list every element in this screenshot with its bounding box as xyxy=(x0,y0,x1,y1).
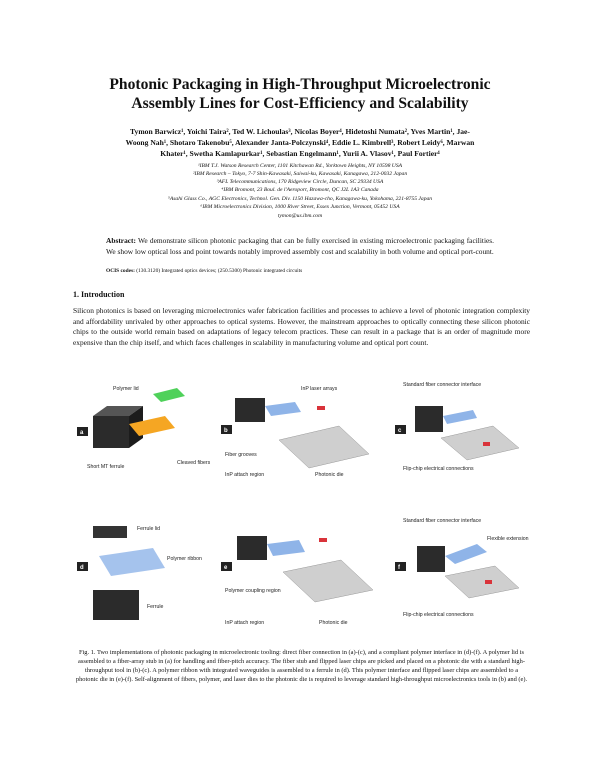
panel-a xyxy=(77,386,211,470)
figure-caption: Fig. 1. Two implementations of photonic packaging in microelectronic tooling: direct fiber connection in (a)-(c), and a compliant polymer interface in (d)-(f). A polymer lid is assembled to a fiber-array stub in (a) for handling and fiber-pitch accuracy. The fiber stub and flipped laser chips are picked and placed on a photonic die with a standard high-throughput tool in (b)-(c). A polymer ribbon with integrated waveguides is assembled to a ferrule in (d). This polymer interface and flipped laser chips are assembled to a photonic die in (e)-(f). Self-alignment of fibers, polymer, and laser dies to the photonic die is required to leverage standard high-throughput microelectronics tools in (b) and (e). xyxy=(75,649,528,683)
laser-array-c xyxy=(483,442,490,446)
label-photonic-die: Photonic die xyxy=(315,472,344,478)
affiliation-2: ²IBM Research – Tokyo, 7-7 Shin-Kawasaki, Saiwai-ku, Kawasaki, Kanagawa, 212-0032 Japan xyxy=(192,171,408,177)
polymer-e xyxy=(267,540,305,556)
author-line-2: Woong Nah¹, Shotaro Takenobu⁵, Alexander Janta-Polczynski⁴, Eddie L. Kimbrell³, Robert Leidy⁶, Marwan xyxy=(125,138,475,147)
ferrule-shape-d xyxy=(93,590,139,620)
panel-f xyxy=(395,518,529,618)
affiliation-3: ³AFL Telecommunications, 170 Ridgeview Circle, Duncan, SC 29334 USA xyxy=(216,179,384,185)
figure-1 xyxy=(73,376,530,640)
label-flip-chip-f: Flip-chip electrical connections xyxy=(403,612,474,618)
label-flip-chip-c: Flip-chip electrical connections xyxy=(403,466,474,472)
ocis-label: OCIS codes: xyxy=(106,268,135,274)
panel-e xyxy=(221,536,373,626)
photonic-die-f xyxy=(445,566,519,598)
photonic-die-b xyxy=(279,426,369,468)
photonic-die-c xyxy=(441,426,519,460)
panel-e-letter: e xyxy=(224,565,228,571)
label-polymer-coupling-region: Polymer coupling region xyxy=(225,588,281,594)
fibers-c xyxy=(443,410,477,424)
laser-array-b xyxy=(317,406,325,410)
label-inp-attach-region: InP attach region xyxy=(225,472,265,478)
paper-title-line-2: Assembly Lines for Cost-Efficiency and Scalability xyxy=(131,95,469,112)
section-heading: 1. Introduction xyxy=(73,290,125,299)
label-inp-attach-region-e: InP attach region xyxy=(225,620,265,626)
author-line-1: Tymon Barwicz¹, Yoichi Taira², Ted W. Lichoulas³, Nicolas Boyer⁴, Hidetoshi Numata², Yves Martin¹, Jae- xyxy=(130,127,470,136)
abstract-text: We demonstrate silicon photonic packaging that can be fully exercised in existing microelectronic packaging facilities. We show low optical loss and point towards notably improved assembly cost and scalability in both volume and optical port-count. xyxy=(106,236,494,256)
ferrule-shape-c xyxy=(415,406,443,432)
affiliation-4: ⁴IBM Bromont, 23 Boul. de l'Aeroport, Bromont, QC J2L 1A3 Canada xyxy=(221,187,379,193)
author-list xyxy=(66,126,534,159)
label-polymer-ribbon: Polymer ribbon xyxy=(167,556,202,562)
panel-a-letter: a xyxy=(80,430,84,436)
laser-array-e xyxy=(319,538,327,542)
label-fiber-grooves: Fiber grooves xyxy=(225,452,257,458)
polymer-lid-shape xyxy=(153,388,185,402)
label-ferrule: Ferrule xyxy=(147,604,164,610)
contact-email[interactable]: tymon@us.ibm.com xyxy=(277,213,323,219)
panel-b-letter: b xyxy=(224,428,228,434)
label-short-mt-ferrule: Short MT ferrule xyxy=(87,464,125,470)
author-line-3: Khater¹, Swetha Kamlapurkar¹, Sebastian Engelmann¹, Yurii A. Vlasov¹, Paul Fortier⁴ xyxy=(160,149,440,158)
ferrule-shape-f xyxy=(417,546,445,572)
photonic-die-e xyxy=(283,560,373,602)
ferrule-shape-e xyxy=(237,536,267,560)
figure-1-illustration xyxy=(73,376,530,640)
affiliation-6: ⁶IBM Microelectronics Division, 1000 River Street, Essex Junction, Vermont, 05452 USA xyxy=(200,204,400,210)
label-flexible-extension: Flexible extension xyxy=(487,536,529,542)
paper-title-line-1: Photonic Packaging in High-Throughput Microelectronic xyxy=(109,76,491,93)
panel-d xyxy=(77,526,202,620)
panel-f-letter: f xyxy=(398,565,400,571)
panel-b xyxy=(221,386,369,478)
fibers-b xyxy=(265,402,301,416)
abstract xyxy=(106,236,494,257)
ferrule-shape-b xyxy=(235,398,265,422)
label-cleaved-fibers: Cleaved fibers xyxy=(177,460,211,466)
flexible-extension-shape xyxy=(445,544,487,564)
panel-c xyxy=(395,382,519,472)
polymer-ribbon-shape xyxy=(99,548,165,576)
panel-d-letter: d xyxy=(80,565,84,571)
abstract-label: Abstract: xyxy=(106,236,136,245)
ocis-text: (130.3120) Integrated optics devices; (250.5300) Photonic integrated circuits xyxy=(134,268,303,274)
label-inp-laser-arrays: InP laser arrays xyxy=(301,386,338,392)
intro-paragraph: Silicon photonics is based on leveraging microelectronics wafer fabrication facilities and processes to achieve a level of photonic integration complexity and affordability unrivaled by other approaches to optical systems. However, the mainstream approaches to optically connecting these silicon photonic chips to the outside world remain based on adaptations of legacy telecom practices. These can result in a package that is an order of magnitude more expensive than the chip itself, and which faces challenges in scalability in manufacturing volume and optical port count. xyxy=(73,306,530,347)
laser-array-f xyxy=(485,580,492,584)
panel-f-badge xyxy=(395,562,406,571)
label-polymer-lid: Polymer lid xyxy=(113,386,139,392)
label-standard-connector-f: Standard fiber connector interface xyxy=(403,518,482,524)
ocis-codes xyxy=(106,267,494,275)
panel-c-letter: c xyxy=(398,428,402,434)
ferrule-lid-shape xyxy=(93,526,127,538)
mt-ferrule-shape xyxy=(93,416,129,448)
label-photonic-die-e: Photonic die xyxy=(319,620,348,626)
label-ferrule-lid: Ferrule lid xyxy=(137,526,161,532)
affiliation-1: ¹IBM T.J. Watson Research Center, 1101 Kitchawan Rd., Yorktown Heights, NY 10598 USA xyxy=(197,163,403,169)
label-standard-connector-c: Standard fiber connector interface xyxy=(403,382,482,388)
affiliation-5: ⁵Asahi Glass Co., AGC Electronics, Technol. Gen. Div. 1150 Hazawa-cho, Kanagawa-ku, Yokohama, 221-8755 Japan xyxy=(167,196,433,202)
